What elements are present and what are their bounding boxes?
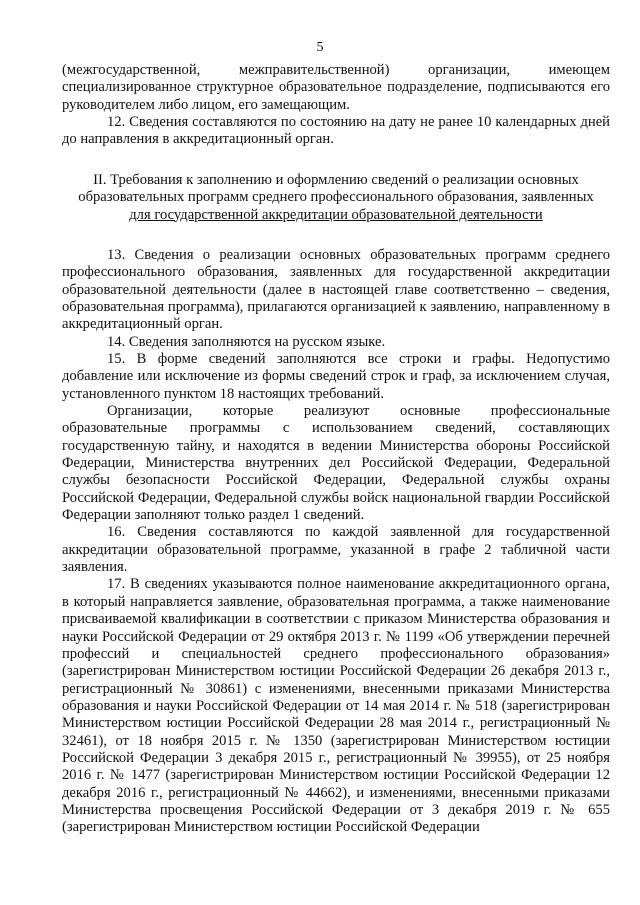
document-body [62,62,610,837]
page-number: 5 [316,40,324,55]
paragraph-13: 13. Сведения о реализации основных образовательных программ среднего профессионального образования, заявленных для государственной аккредитации образовательной деятельности (далее в настоящей главе соответственно – сведения, образовательная программа), прилагаются организацией к заявлению, направленному в аккредитационный орган. [62,246,610,333]
intro-paragraph: (межгосударственной, межправительственной) организации, имеющем специализированное структурное образовательное подразделение, подписываются его руководителем либо лицом, его замещающим. [62,62,610,113]
paragraph-17: 17. В сведениях указываются полное наименование аккредитационного органа, в который направляется заявление, образовательная программа, а также наименование присваиваемой квалификации в соответствии с приказом Министерства образования и науки Российской Федерации от 29 октября 2013 г. № 1199 «Об утверждении перечней профессий и специальностей среднего профессионального образования» (зарегистрирован Министерством юстиции Российской Федерации 26 декабря 2013 г., регистрационный № 30861) с изменениями, внесенными приказами Министерства образования и науки Российской Федерации от 14 мая 2014 г. № 518 (зарегистрирован Министерством юстиции Российской Федерации 28 мая 2014 г., регистрационный № 32461), от 18 ноября 2015 г. № 1350 (зарегистрирован Министерством юстиции Российской Федерации 3 декабря 2015 г., регистрационный № 39955), от 25 ноября 2016 г. № 1477 (зарегистрирован Министерством юстиции Российской Федерации 12 декабря 2016 г., регистрационный № 44662), и изменениями, внесенными приказами Министерства просвещения Российской Федерации от 3 декабря 2019 г. № 655 (зарегистрирован Министерством юстиции Российской Федерации [62,576,610,836]
paragraph-14: 14. Сведения заполняются на русском языке. [107,333,386,350]
section-title-line-3: для государственной аккредитации образовательной деятельности [129,206,543,223]
section-title [62,172,610,224]
paragraph-12: 12. Сведения составляются по состоянию на дату не ранее 10 календарных дней до направления в аккредитационный орган. [62,114,610,148]
section-title-line-2: образовательных программ среднего профессионального образования, заявленных [78,189,594,206]
section-title-line-1: II. Требования к заполнению и оформлению сведений о реализации основных [93,171,579,188]
paragraph-organizations: Организации, которые реализуют основные профессиональные образовательные программы с использованием сведений, составляющих государственную тайну, и находятся в ведении Министерства обороны Российской Федерации, Министерства внутренних дел Российской Федерации, Федеральной службы безопасности Российской Федерации, Федеральной службы охраны Российской Федерации, Федеральной службы войск национальной гвардии Российской Федерации заполняют только раздел 1 сведений. [62,403,610,524]
paragraph-16: 16. Сведения составляются по каждой заявленной для государственной аккредитации образовательной программе, указанной в графе 2 табличной части заявления. [62,524,610,576]
paragraph-15: 15. В форме сведений заполняются все строки и графы. Недопустимо добавление или исключение из формы сведений строк и граф, за исключением случая, установленного пунктом 18 настоящих требований. [62,351,610,402]
